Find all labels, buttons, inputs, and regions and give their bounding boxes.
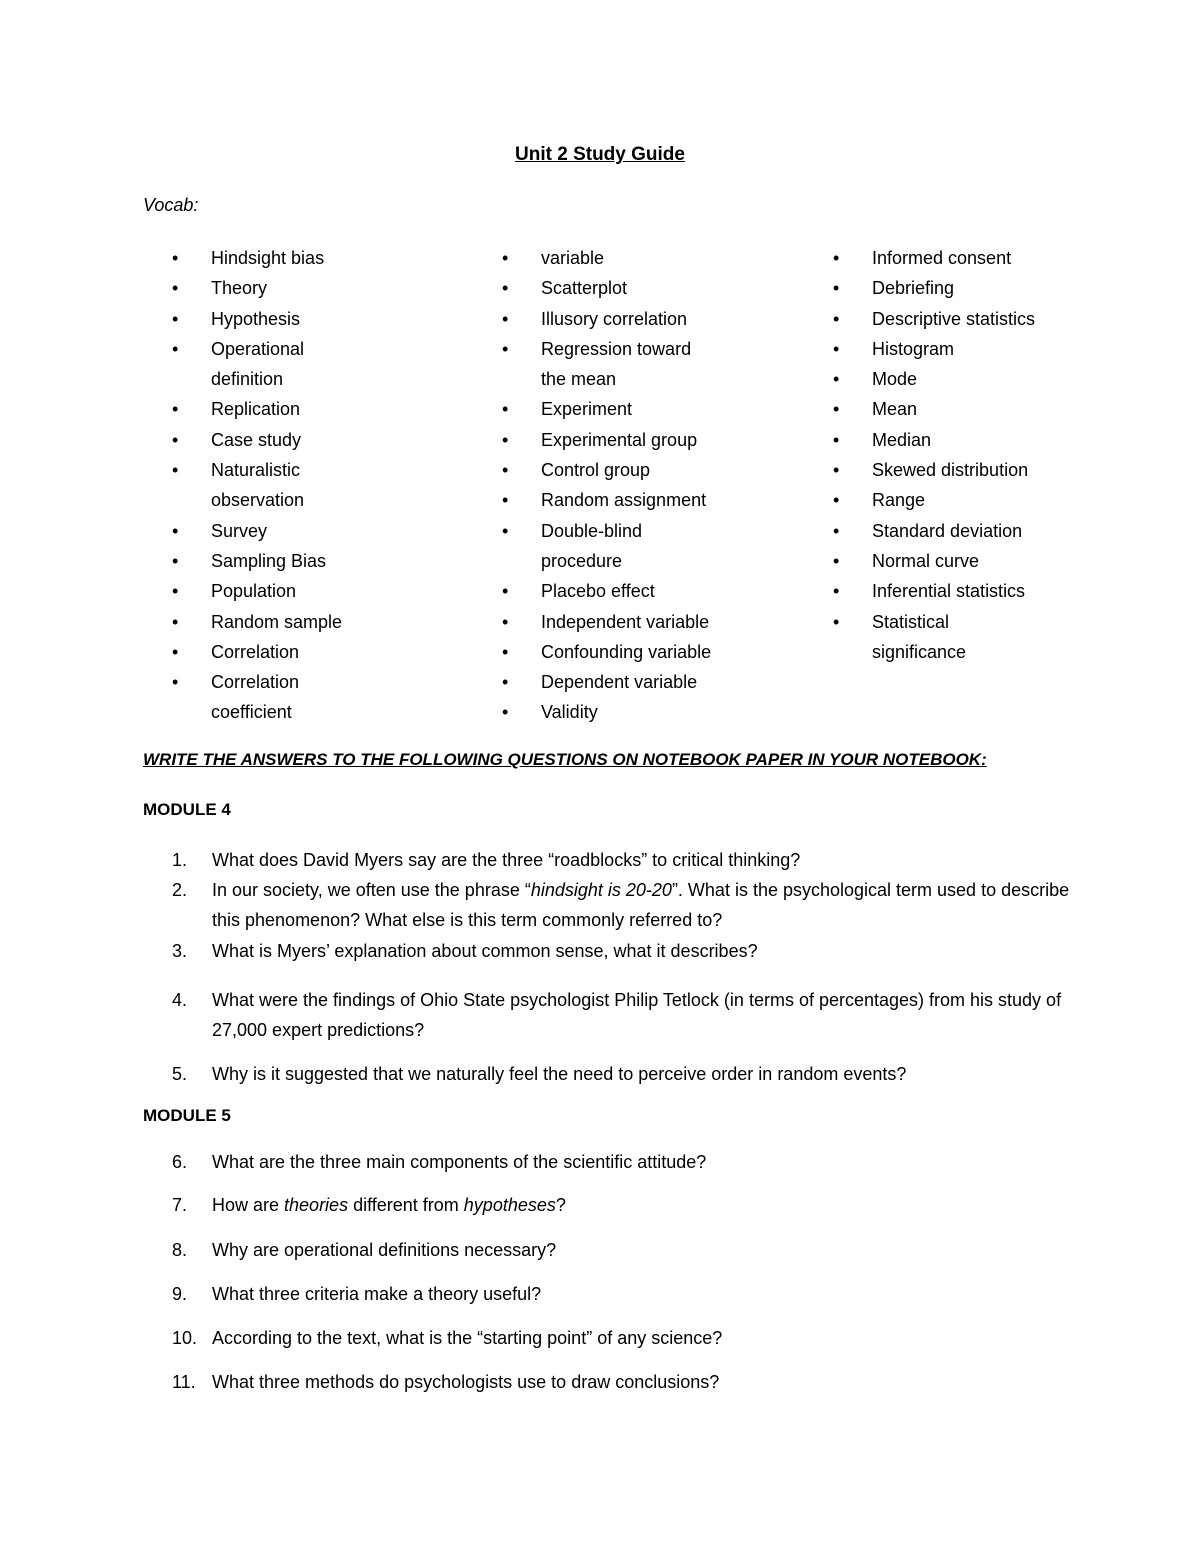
question-6 [172,1147,1072,1177]
question-1 [172,845,1072,875]
question-text-part: How are [212,1195,285,1215]
question-text: Why is it suggested that we naturally feel the need to perceive order in random events? [212,1064,907,1084]
vocab-term: Random assignment [541,490,707,511]
vocab-term: Sampling Bias [211,550,327,571]
question-text: Why are operational definitions necessary? [212,1240,557,1260]
question-text [212,1190,1072,1220]
vocab-term: Range [872,490,926,511]
vocab-term: Population [211,581,297,602]
question-text: What is Myers’ explanation about common sense, what it describes? [212,941,758,961]
instruction-text: WRITE THE ANSWERS TO THE FOLLOWING QUESTIONS ON NOTEBOOK PAPER IN YOUR NOTEBOOK: [143,750,987,769]
question-8 [172,1235,1072,1265]
question-number: 3. [172,941,188,961]
vocab-item [502,667,792,697]
question-number: 10. [172,1328,198,1348]
question-2 [172,875,1072,935]
question-number: 9. [172,1284,188,1304]
vocab-term: Regression toward the mean [541,338,692,390]
question-7 [172,1190,1072,1220]
question-text: What does David Myers say are the three “roadblocks” to critical thinking? [212,850,801,870]
vocab-term: Debriefing [872,278,955,299]
vocab-term: Confounding variable [541,641,712,662]
vocab-item [502,607,792,637]
question-4 [172,985,1072,1045]
question-text: What three criteria make a theory useful? [212,1284,542,1304]
question-text-part: In our society, we often use the phrase “ [212,880,531,900]
question-number: 6. [172,1152,188,1172]
vocab-term: Inferential statistics [872,581,1026,602]
question-9 [172,1279,1072,1309]
vocab-item [833,425,1163,455]
question-10 [172,1323,1072,1353]
vocab-term: Mode [872,369,918,390]
vocab-term: Independent variable [541,611,710,632]
module-5-heading: MODULE 5 [143,1106,231,1125]
vocab-term: Survey [211,520,268,541]
vocab-item [502,394,792,424]
vocab-item [502,637,792,667]
vocab-term: Operational definition [211,338,305,390]
vocab-item [502,516,792,577]
vocab-term: Descriptive statistics [872,308,1036,329]
vocab-item [833,364,1163,394]
vocab-item [172,425,442,455]
vocab-term: Theory [211,278,268,299]
vocab-item [502,304,792,334]
question-text-part: ”. What is the psychological term used to describe this phenomenon? What else is this term commonly referred to? [212,880,1070,930]
vocab-item [833,516,1163,546]
vocab-term: Case study [211,429,302,450]
question-text-emphasis: hypotheses [463,1195,556,1215]
vocab-item [502,485,792,515]
vocab-item [502,697,792,727]
vocab-term: Histogram [872,338,955,359]
vocab-term: Hypothesis [211,308,301,329]
question-number: 4. [172,990,188,1010]
question-5 [172,1059,1072,1089]
question-3 [172,936,1072,966]
vocab-term: Dependent variable [541,672,698,693]
question-text: What are the three main components of the scientific attitude? [212,1152,707,1172]
vocab-item [833,455,1163,485]
vocab-term: Scatterplot [541,278,628,299]
vocab-item [833,546,1163,576]
vocab-item [172,546,442,576]
vocab-term: Statistical significance [872,611,967,662]
vocab-column-3 [833,243,1163,667]
vocab-term: variable [541,248,605,268]
vocab-term: Double-blind procedure [541,520,643,571]
vocab-term: Illusory correlation [541,308,688,329]
vocab-item [172,394,442,424]
question-number: 5. [172,1064,188,1084]
vocab-item [172,455,442,516]
vocab-term: Experiment [541,399,633,420]
vocab-item [502,243,792,273]
vocab-term: Validity [541,702,598,723]
vocab-term: Replication [211,399,301,420]
question-number: 11. [172,1372,196,1392]
vocab-item [502,576,792,606]
vocab-item [172,273,442,303]
question-number: 8. [172,1240,188,1260]
question-text-emphasis: theories [284,1195,349,1215]
vocab-item [833,394,1163,424]
module-4-heading: MODULE 4 [143,800,231,819]
question-text-emphasis: hindsight is 20-20 [530,880,672,900]
vocab-item [502,455,792,485]
vocab-term: Standard deviation [872,520,1023,541]
vocab-term: Placebo effect [541,581,655,602]
vocab-item [502,334,792,395]
vocab-term: Random sample [211,611,343,632]
vocab-term: Correlation coefficient [211,672,300,723]
vocab-term: Median [872,429,932,450]
question-text: What three methods do psychologists use to draw conclusions? [212,1372,720,1392]
vocab-term: Hindsight bias [211,248,325,268]
vocab-item [502,425,792,455]
vocab-term: Control group [541,460,651,481]
vocab-item [833,334,1163,364]
question-text-part: ? [555,1195,566,1215]
question-11 [172,1367,1072,1397]
vocab-item [172,637,442,667]
question-number: 1. [172,850,188,870]
vocab-item [833,576,1163,606]
vocab-item [172,576,442,606]
vocab-term: Normal curve [872,550,980,571]
vocab-item [833,607,1163,668]
vocab-column-1 [172,243,442,728]
vocab-item [172,667,442,728]
vocab-item [172,607,442,637]
vocab-item [502,273,792,303]
vocab-term: Experimental group [541,429,698,450]
vocab-item [833,304,1163,334]
vocab-item [172,243,442,273]
vocab-term: Correlation [211,641,300,662]
question-text-part: different from [348,1195,464,1215]
vocab-item [172,516,442,546]
question-text: According to the text, what is the “starting point” of any science? [212,1328,723,1348]
vocab-label: Vocab: [143,195,199,215]
vocab-term: Skewed distribution [872,460,1029,481]
vocab-column-2 [502,243,792,728]
vocab-item [172,334,442,395]
question-number: 2. [172,880,188,900]
vocab-item [833,273,1163,303]
question-number: 7. [172,1195,188,1215]
vocab-item [172,304,442,334]
page-title: Unit 2 Study Guide [515,144,685,165]
vocab-term: Naturalistic observation [211,460,305,511]
vocab-item [833,243,1163,273]
vocab-item [833,485,1163,515]
vocab-term: Informed consent [872,248,1012,268]
vocab-term: Mean [872,399,918,420]
question-text: What were the findings of Ohio State psychologist Philip Tetlock (in terms of percentages) from his study of 27,000 expert predictions? [212,990,1062,1040]
question-text [212,875,1072,935]
